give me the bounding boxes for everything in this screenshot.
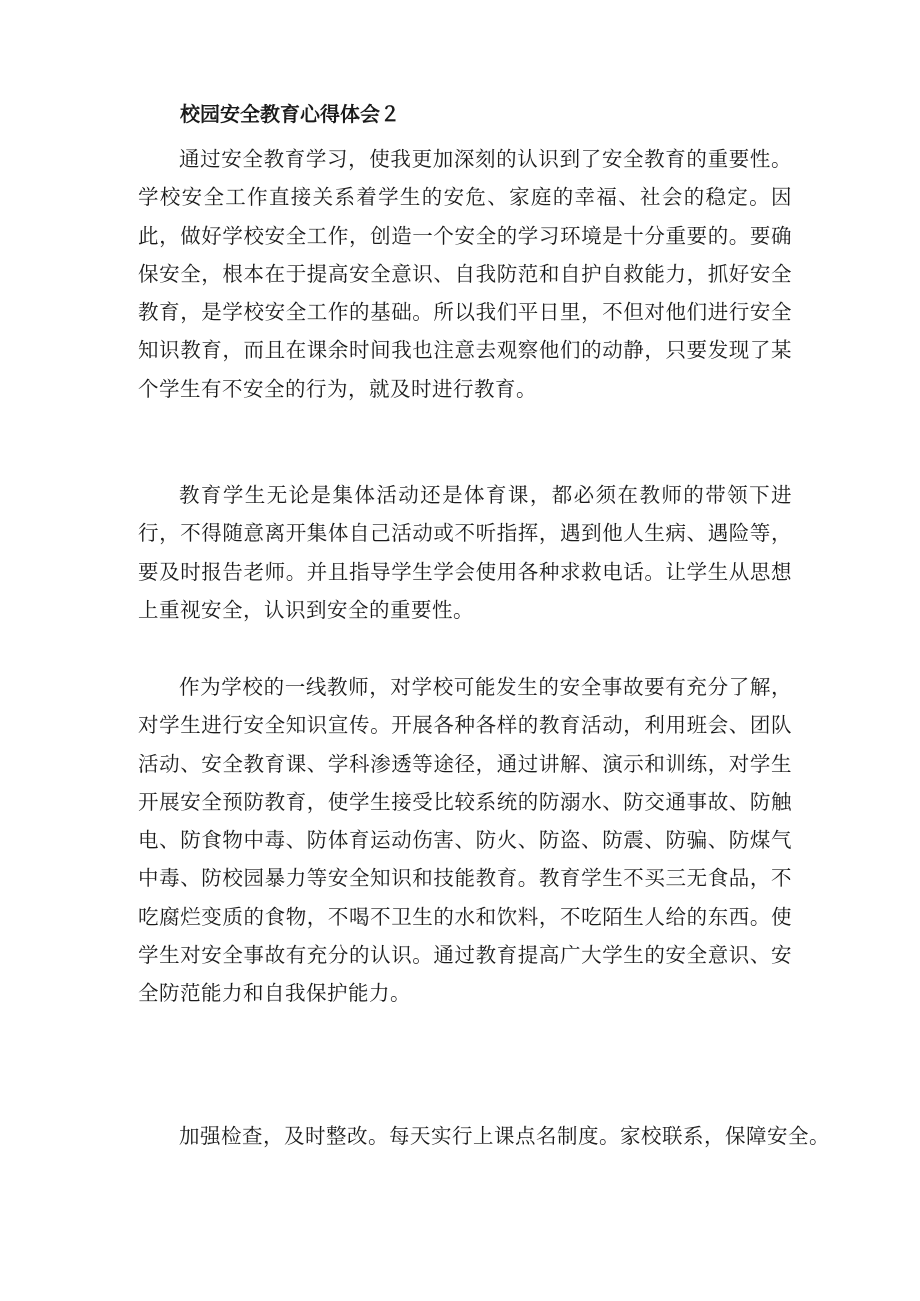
document-title: 校园安全教育心得体会２ <box>180 102 400 126</box>
paragraph-safety-knowledge-activities: 作为学校的一线教师，对学校可能发生的安全事故要有充分了解，对学生进行安全知识宣传。开展各种各样的教育活动，利用班会、团队活动、安全教育课、学科渗透等途径，通过讲解、演示和训练，对学生开展安全预防教育，使学生接受比较系统的防溺水、防交通事故、防触电、防食物中毒、防体育运动伤害、防火、防盗、防震、防骗、防煤气中毒、防校园暴力等安全知识和技能教育。教育学生不买三无食品，不吃腐烂变质的食物，不喝不卫生的水和饮料，不吃陌生人给的东西。使学生对安全事故有充分的认识。通过教育提高广大学生的安全意识、安全防范能力和自我保护能力。 <box>138 675 792 1006</box>
paragraph-inspection-rectification: 加强检查，及时整改。每天实行上课点名制度。家校联系，保障安全。 <box>179 1124 830 1148</box>
paragraph-safety-education-importance: 通过安全教育学习，使我更加深刻的认识到了安全教育的重要性。学校安全工作直接关系着学生的安危、家庭的幸福、社会的稳定。因此，做好学校安全工作，创造一个安全的学习环境是十分重要的。要确保安全，根本在于提高安全意识、自我防范和自护自救能力，抓好安全教育，是学校安全工作的基础。所以我们平日里，不但对他们进行安全知识教育，而且在课余时间我也注意去观察他们的动静，只要发现了某个学生有不安全的行为，就及时进行教育。 <box>138 147 792 401</box>
paragraph-teacher-supervision: 教育学生无论是集体活动还是体育课，都必须在教师的带领下进行，不得随意离开集体自己活动或不听指挥，遇到他人生病、遇险等，要及时报告老师。并且指导学生学会使用各种求救电话。让学生从思想上重视安全，认识到安全的重要性。 <box>138 483 792 622</box>
